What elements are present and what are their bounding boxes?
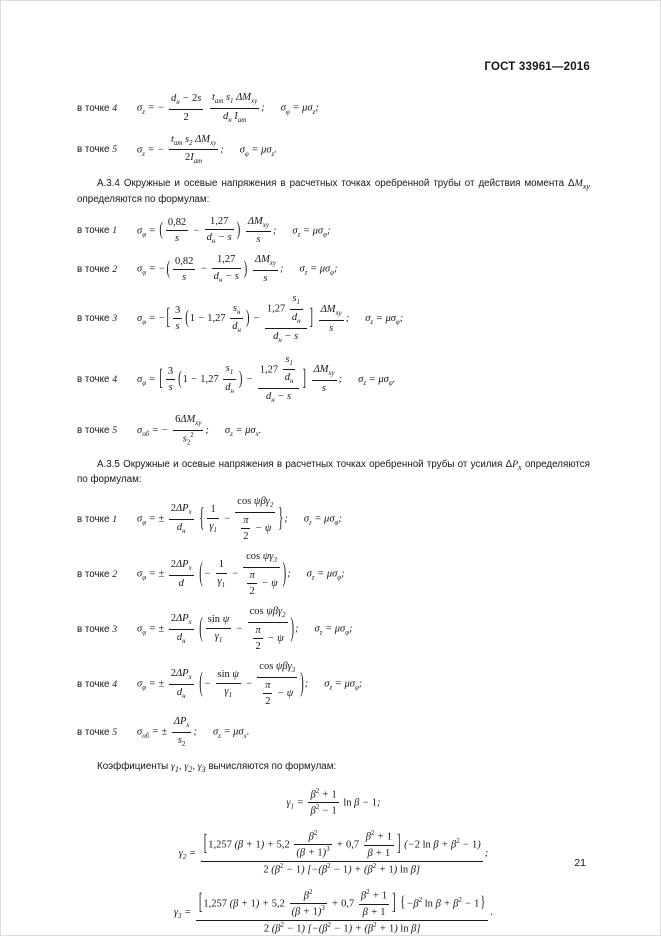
document-content: [77, 91, 590, 936]
paragraph-a34-intro: А.3.4 Окружные и осевые напряжения в расчетных точках оребренной трубы от действия момента $\Delta M_{ху}$ определяются по формулам:: [77, 178, 590, 205]
point-label: в точке 4: [77, 102, 118, 114]
paragraph-coefficients: Коэффициенты $\gamma_1$, $\gamma_2$, $\gamma_3$ вычисляются по формулам:: [97, 760, 337, 774]
page-number: 21: [574, 857, 586, 869]
equation-row-a33-point4: [77, 91, 590, 126]
equation-math: $\sigma_\varphi$ = ( $\frac{0,82}{s}$ − 1,27 $d_н - s$ ) $\Delta M_{ху}$ s ; $\sigma_z = \mu\sigma_\varphi$;: [137, 215, 331, 246]
equation-row-a35-point5: [77, 715, 590, 750]
document-header: [77, 57, 590, 75]
equation-math: $\sigma_\varphi$ = ± $2\Delta P_х$ $d_н$ { $\frac{1}{\gamma_1}$ − cos ψβγ$_2$ $\frac{\pi}{2}$ − ψ }; $\sigma_z = \mu\sigma_\varphi$;: [137, 496, 342, 543]
equation-math: $\sigma_{об}$ = ± $\Delta P_х$ $s_2$ ; $\sigma_z = \mu\sigma_х$.: [137, 716, 250, 749]
document-number: ГОСТ 33961—2016: [484, 61, 590, 73]
point-label: в точке 5: [77, 424, 118, 436]
equation-math: $\sigma_\varphi$ = [ $\frac{3}{s}$ (1 − 1,27 $s_1$ $d_н$ ) − 1,27 $s_1$ $d_н$ $d_н - s$ ] $\Delta M_{ху}$ s ; $\sigma_z = \mu\sigma_\varphi$.: [137, 353, 396, 405]
equation-math: $\gamma_1$ = $\frac{\beta^2 + 1}{\beta^2 - 1}$ ln β − 1;: [286, 787, 381, 817]
equation-math: $\sigma_z$ = − $d_н - 2s$ 2 $t_{ат}$ $s_1$ $\Delta M_{ху}$ $d_н$ $I_{ат}$ ; $\sigma_\varphi = \mu\sigma_z$;: [137, 92, 319, 124]
point-label: в точке 3: [77, 623, 118, 635]
equation-row-a33-point5: [77, 133, 590, 168]
equation-math: $\sigma_\varphi$ = −[ $\frac{3}{s}$ (1 − 1,27 $s_н$ $d_н$ ) − 1,27 $s_1$ $d_н$ $d_н - s$ ] $\Delta M_{ху}$ s ; $\sigma_z = \mu\sigma_\varphi$;: [137, 293, 404, 344]
point-label: в точке 2: [77, 263, 118, 275]
point-label: в точке 4: [77, 373, 118, 385]
equation-row-a34-point2: [77, 253, 590, 285]
equation-row-a34-point5: [77, 413, 590, 448]
point-label: в точке 3: [77, 313, 118, 325]
equation-math: $\gamma_3$ = [1,257 (β + 1) + 5,2 $\frac{\beta^2}{(\beta + 1)^3}$ + 0,7 $\frac{\beta^2 + 1}{\beta + 1}$ ] {$-\beta^2$ $\ln \beta + \beta^2 - 1$} 2 $(\beta^2 - 1) [-(\beta^2 - 1) + (\beta^2 + 1)$ ln β] .: [173, 888, 494, 935]
point-label: в точке 4: [77, 678, 118, 690]
point-label: в точке 1: [77, 513, 118, 525]
equation-row-gamma2: [77, 830, 590, 877]
equation-math: $\sigma_\varphi$ = ± $2\Delta P_х$ $d_н$ ( $\frac{\text{sin ψ}}{\gamma_1}$ − cos ψβγ$_2$ $\frac{\pi}{2}$ − ψ ); $\sigma_z = \mu\sigma_\varphi$;: [137, 606, 353, 653]
equation-row-a35-point2: [77, 550, 590, 598]
equation-math: $\sigma_\varphi$ = ± $2\Delta P_х$ $d_н$ (− $\frac{\text{sin ψ}}{\gamma_1}$ − cos ψβγ$_3$ $\frac{\pi}{2}$ − ψ ); $\sigma_z = \mu\sigma_\varphi$;: [137, 661, 363, 708]
equation-row-a35-point3: [77, 605, 590, 653]
equation-math: $\sigma_\varphi$ = ± $2\Delta P_х$ d (− $\frac{1}{\gamma_1}$ − $\cos \psi\gamma_3$ $\frac{\pi}{2}$ − ψ ); $\sigma_z = \mu\sigma_\varphi$;: [137, 551, 345, 598]
point-label: в точке 1: [77, 224, 118, 236]
equation-row-a35-point4: [77, 660, 590, 708]
paragraph-a35-intro: А.3.5 Окружные и осевые напряжения в расчетных точках оребренной трубы от усилия $\Delta P_х$ определяются по формулам:: [77, 458, 590, 486]
equation-row-a34-point3: [77, 292, 590, 345]
point-label: в точке 5: [77, 727, 118, 739]
equation-row-gamma1: [77, 788, 590, 818]
equation-row-gamma3: [77, 889, 590, 936]
equation-math: $\sigma_\varphi$ = −( $\frac{0,82}{s}$ − 1,27 $d_н - s$ ) $\Delta M_{ху}$ s ; $\sigma_z = \mu\sigma_\varphi$;: [137, 254, 338, 285]
point-label: в точке 5: [77, 144, 118, 156]
equation-row-a34-point1: [77, 215, 590, 247]
point-label: в точке 2: [77, 568, 118, 580]
equation-row-a35-point1: [77, 495, 590, 543]
equation-math: $\sigma_{об}$ = − $6\Delta M_{ху}$ $s_2^2$ ; $\sigma_z = \mu\sigma_х$.: [137, 413, 262, 447]
equation-math: $\gamma_2$ = [1,257 (β + 1) + 5,2 $\frac{\beta^2}{(\beta + 1)^3}$ + 0,7 $\frac{\beta^2 + 1}{\beta + 1}$ ] (−2 $\ln \beta + \beta^2 - 1$) 2 $(\beta^2 - 1) [-(\beta^2 - 1) + (\beta^2 + 1)$ ln β] ;: [178, 829, 489, 876]
equation-row-a34-point4: [77, 353, 590, 406]
equation-math: $\sigma_z$ = − $t_{ат}$ $s_2$ $\Delta M_{ху}$ $2I_{ат}$ ; $\sigma_\varphi = \mu\sigma_z$.: [137, 133, 277, 166]
